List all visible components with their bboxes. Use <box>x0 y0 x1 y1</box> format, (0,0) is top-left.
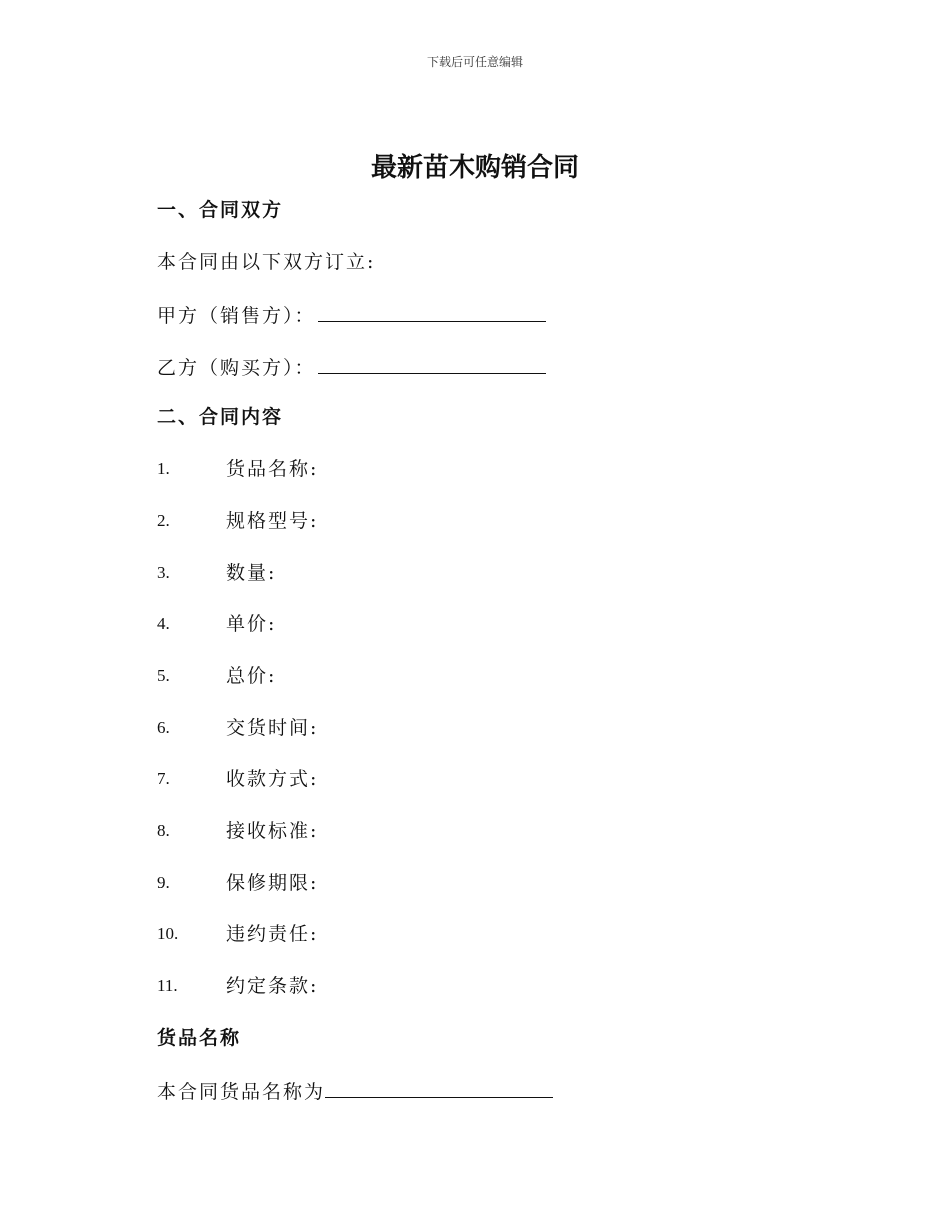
item-label: 单价: <box>226 613 277 635</box>
item-label: 收款方式: <box>226 768 319 790</box>
page-header-note: 下载后可任意编辑 <box>426 55 523 69</box>
section-heading-goods-name: 货品名称 <box>157 1027 242 1049</box>
item-number: 3. <box>157 563 170 582</box>
goods-name-text: 本合同货品名称为 <box>157 1081 326 1103</box>
item-label: 接收标准: <box>226 820 319 842</box>
party-a-label: 甲方（销售方）： <box>157 305 316 327</box>
item-number: 2. <box>157 511 170 530</box>
item-number: 7. <box>157 769 170 788</box>
goods-name-line <box>157 1075 553 1105</box>
item-label: 保修期限: <box>226 872 319 894</box>
item-number: 10. <box>157 924 179 943</box>
party-a-line <box>157 299 546 329</box>
party-b-line <box>157 351 546 381</box>
item-label: 货品名称: <box>226 458 319 480</box>
document-title: 最新苗木购销合同 <box>370 153 579 183</box>
party-b-label: 乙方（购买方）： <box>157 357 316 379</box>
item-number: 11. <box>157 976 178 995</box>
item-label: 约定条款: <box>226 975 319 997</box>
item-label: 规格型号: <box>226 510 319 532</box>
goods-name-blank <box>325 1075 553 1098</box>
item-label: 总价: <box>226 665 277 687</box>
party-a-blank <box>318 299 546 322</box>
item-label: 交货时间: <box>226 717 319 739</box>
parties-intro-text: 本合同由以下双方订立: <box>157 251 376 273</box>
item-number: 5. <box>157 666 170 685</box>
item-label: 数量: <box>226 562 277 584</box>
item-number: 1. <box>157 459 170 478</box>
item-label: 违约责任: <box>226 923 319 945</box>
item-number: 4. <box>157 614 170 633</box>
section-heading-content: 二、合同内容 <box>157 406 284 428</box>
party-b-blank <box>318 351 546 374</box>
item-number: 6. <box>157 718 170 737</box>
item-number: 8. <box>157 821 170 840</box>
section-heading-parties: 一、合同双方 <box>157 199 284 221</box>
item-number: 9. <box>157 873 170 892</box>
